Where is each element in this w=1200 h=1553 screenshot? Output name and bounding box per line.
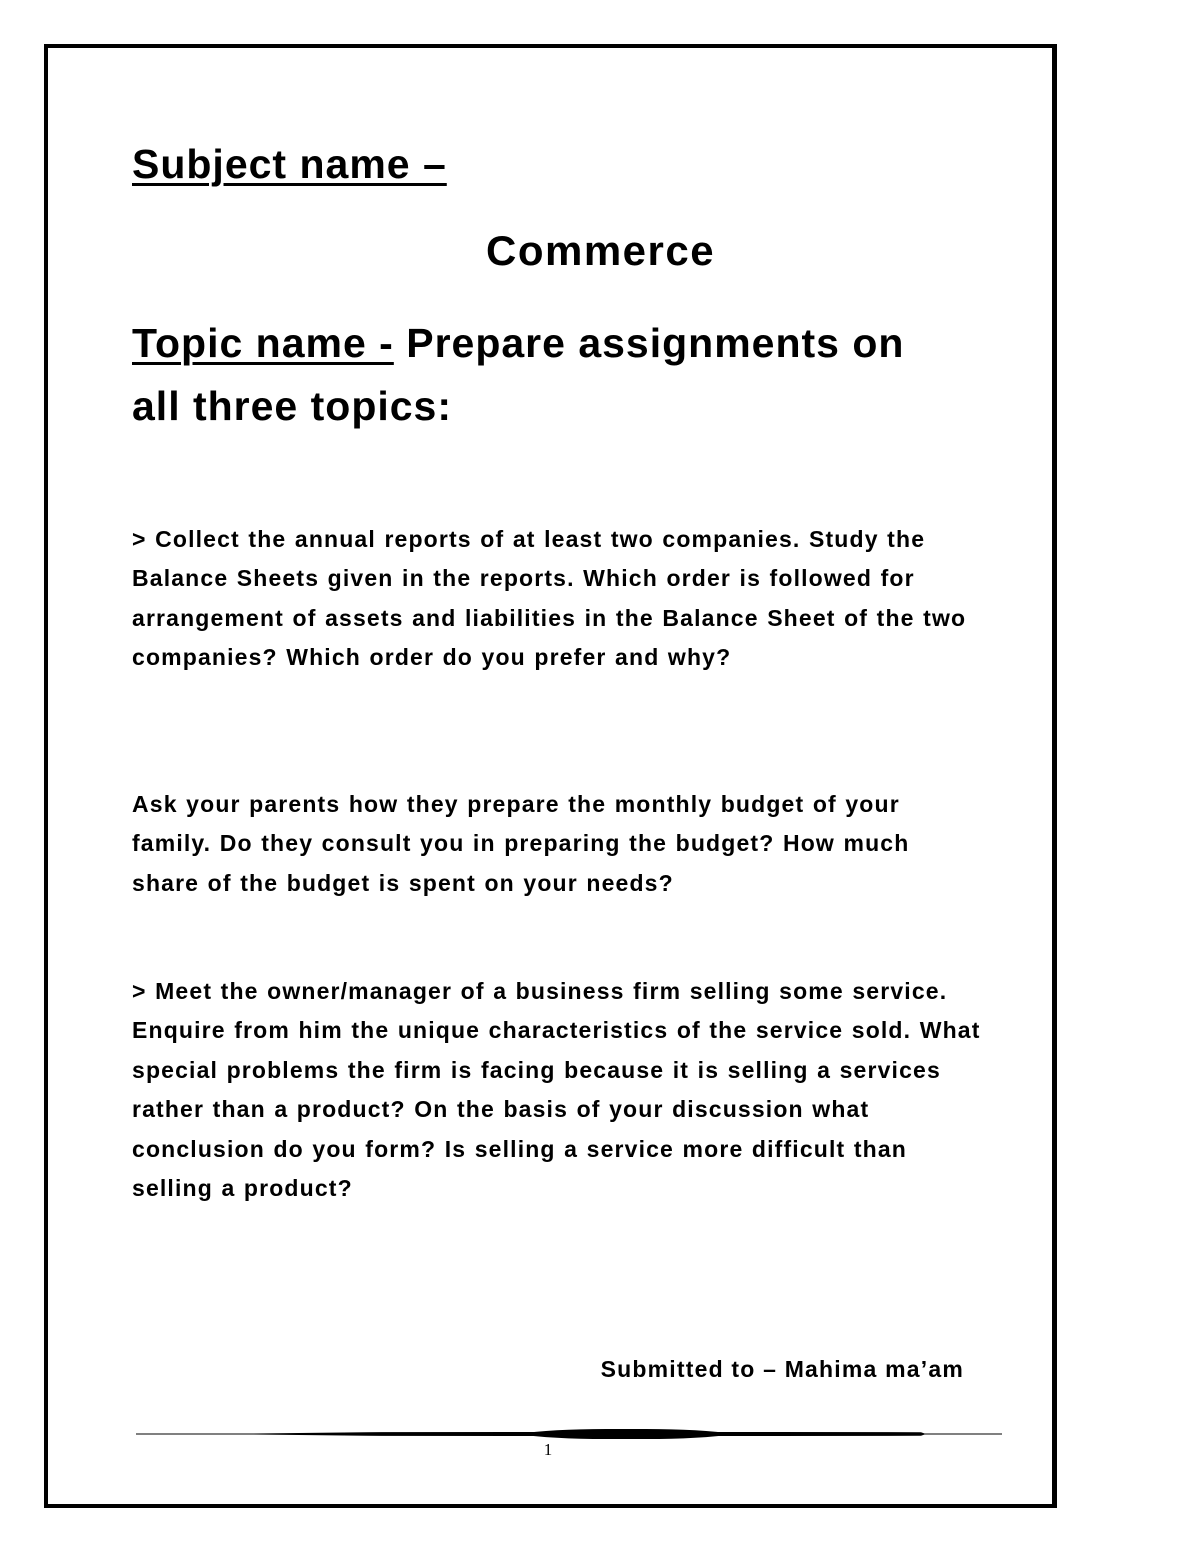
footer-divider — [136, 1427, 1002, 1441]
subject-value: Commerce — [486, 227, 716, 274]
assignment-paragraph-2: Ask your parents how they prepare the monthly budget of your family. Do they consult you in preparing the budget? How much share of the budget is spent on your needs? — [132, 791, 910, 896]
assignment-paragraph-1: > Collect the annual reports of at least two companies. Study the Balance Sheets given in the reports. Which order is followed for arrangement of assets and liabilities in the Balance Sheet of the two companies? Which order do you prefer and why? — [132, 526, 967, 671]
subject-label: Subject name – — [132, 141, 447, 187]
submitted-to: Submitted to – Mahima ma’am — [600, 1356, 964, 1382]
topic-heading — [132, 312, 952, 438]
topic-value: Prepare assignments on all three topics: — [132, 320, 905, 429]
assignment-paragraph-3: > Meet the owner/manager of a business firm selling some service. Enquire from him the unique characteristics of the service sold. What special problems the firm is facing because it is selling a services rather than a product? On the basis of your discussion what conclusion do you form? Is selling a service more difficult than selling a product? — [132, 978, 981, 1202]
topic-label: Topic name - — [132, 320, 394, 366]
page-number: 1 — [543, 1440, 553, 1459]
